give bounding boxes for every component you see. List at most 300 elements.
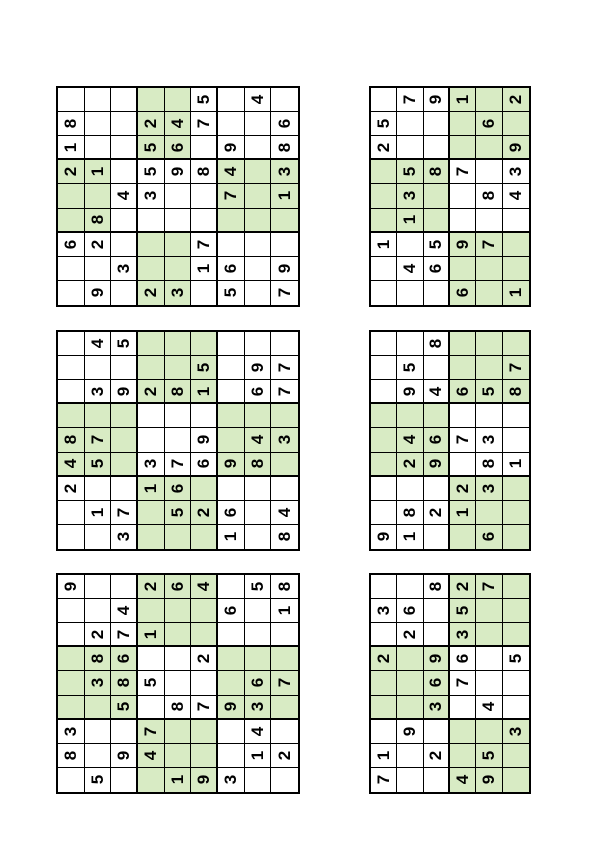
sudoku-cell[interactable] bbox=[397, 744, 423, 768]
sudoku-cell[interactable] bbox=[424, 281, 450, 305]
sudoku-cell[interactable] bbox=[138, 428, 165, 452]
sudoku-cell[interactable] bbox=[218, 696, 245, 720]
sudoku-cell[interactable] bbox=[191, 136, 218, 160]
sudoku-cell[interactable] bbox=[191, 160, 218, 184]
sudoku-cell[interactable] bbox=[85, 599, 112, 623]
sudoku-cell[interactable] bbox=[111, 428, 138, 452]
sudoku-cell[interactable] bbox=[58, 453, 85, 477]
sudoku-cell[interactable] bbox=[397, 671, 423, 695]
sudoku-cell[interactable] bbox=[218, 257, 245, 281]
sudoku-cell[interactable] bbox=[424, 332, 450, 356]
sudoku-cell[interactable] bbox=[476, 332, 502, 356]
sudoku-cell[interactable] bbox=[397, 768, 423, 792]
sudoku-cell[interactable] bbox=[111, 257, 138, 281]
sudoku-cell[interactable] bbox=[424, 453, 450, 477]
sudoku-cell[interactable] bbox=[424, 623, 450, 647]
sudoku-cell[interactable] bbox=[476, 356, 502, 380]
sudoku-cell[interactable] bbox=[165, 160, 192, 184]
sudoku-cell[interactable] bbox=[397, 428, 423, 452]
sudoku-cell[interactable] bbox=[450, 257, 476, 281]
sudoku-cell[interactable] bbox=[191, 112, 218, 136]
sudoku-cell[interactable] bbox=[371, 160, 397, 184]
sudoku-cell[interactable] bbox=[111, 332, 138, 356]
sudoku-cell[interactable] bbox=[58, 332, 85, 356]
sudoku-cell[interactable] bbox=[271, 404, 298, 428]
sudoku-cell[interactable] bbox=[450, 332, 476, 356]
sudoku-cell[interactable] bbox=[476, 453, 502, 477]
sudoku-cell[interactable] bbox=[450, 404, 476, 428]
sudoku-cell[interactable] bbox=[218, 501, 245, 525]
sudoku-cell[interactable] bbox=[85, 768, 112, 792]
sudoku-cell[interactable] bbox=[476, 696, 502, 720]
sudoku-cell[interactable] bbox=[218, 233, 245, 257]
sudoku-cell[interactable] bbox=[450, 647, 476, 671]
sudoku-cell[interactable] bbox=[271, 88, 298, 112]
sudoku-cell[interactable] bbox=[165, 525, 192, 549]
sudoku-cell[interactable] bbox=[191, 332, 218, 356]
sudoku-cell[interactable] bbox=[138, 404, 165, 428]
sudoku-cell[interactable] bbox=[245, 720, 272, 744]
sudoku-cell[interactable] bbox=[85, 233, 112, 257]
sudoku-cell[interactable] bbox=[138, 575, 165, 599]
sudoku-cell[interactable] bbox=[111, 477, 138, 501]
sudoku-cell[interactable] bbox=[138, 501, 165, 525]
sudoku-cell[interactable] bbox=[450, 112, 476, 136]
sudoku-cell[interactable] bbox=[503, 209, 529, 233]
sudoku-cell[interactable] bbox=[191, 209, 218, 233]
sudoku-cell[interactable] bbox=[85, 136, 112, 160]
sudoku-cell[interactable] bbox=[191, 744, 218, 768]
sudoku-cell[interactable] bbox=[165, 136, 192, 160]
sudoku-cell[interactable] bbox=[138, 332, 165, 356]
sudoku-cell[interactable] bbox=[476, 136, 502, 160]
sudoku-cell[interactable] bbox=[503, 136, 529, 160]
sudoku-cell[interactable] bbox=[138, 184, 165, 208]
sudoku-cell[interactable] bbox=[503, 184, 529, 208]
sudoku-cell[interactable] bbox=[503, 647, 529, 671]
sudoku-cell[interactable] bbox=[503, 281, 529, 305]
sudoku-cell[interactable] bbox=[111, 160, 138, 184]
sudoku-cell[interactable] bbox=[503, 575, 529, 599]
sudoku-cell[interactable] bbox=[165, 428, 192, 452]
sudoku-cell[interactable] bbox=[111, 281, 138, 305]
sudoku-cell[interactable] bbox=[450, 501, 476, 525]
sudoku-cell[interactable] bbox=[476, 599, 502, 623]
sudoku-cell[interactable] bbox=[371, 404, 397, 428]
sudoku-cell[interactable] bbox=[245, 477, 272, 501]
sudoku-cell[interactable] bbox=[271, 501, 298, 525]
sudoku-cell[interactable] bbox=[111, 209, 138, 233]
sudoku-cell[interactable] bbox=[218, 184, 245, 208]
sudoku-cell[interactable] bbox=[503, 525, 529, 549]
sudoku-cell[interactable] bbox=[503, 332, 529, 356]
sudoku-cell[interactable] bbox=[503, 257, 529, 281]
sudoku-cell[interactable] bbox=[424, 720, 450, 744]
sudoku-cell[interactable] bbox=[371, 136, 397, 160]
sudoku-cell[interactable] bbox=[138, 453, 165, 477]
sudoku-cell[interactable] bbox=[245, 404, 272, 428]
sudoku-cell[interactable] bbox=[397, 136, 423, 160]
sudoku-cell[interactable] bbox=[397, 257, 423, 281]
sudoku-cell[interactable] bbox=[245, 501, 272, 525]
sudoku-cell[interactable] bbox=[85, 332, 112, 356]
sudoku-cell[interactable] bbox=[371, 501, 397, 525]
sudoku-cell[interactable] bbox=[245, 575, 272, 599]
sudoku-cell[interactable] bbox=[111, 647, 138, 671]
sudoku-cell[interactable] bbox=[424, 768, 450, 792]
sudoku-cell[interactable] bbox=[424, 671, 450, 695]
sudoku-cell[interactable] bbox=[191, 281, 218, 305]
sudoku-cell[interactable] bbox=[503, 477, 529, 501]
sudoku-cell[interactable] bbox=[165, 281, 192, 305]
sudoku-cell[interactable] bbox=[271, 356, 298, 380]
sudoku-cell[interactable] bbox=[397, 112, 423, 136]
sudoku-cell[interactable] bbox=[111, 575, 138, 599]
sudoku-cell[interactable] bbox=[503, 744, 529, 768]
sudoku-cell[interactable] bbox=[424, 184, 450, 208]
sudoku-cell[interactable] bbox=[476, 768, 502, 792]
sudoku-cell[interactable] bbox=[271, 233, 298, 257]
sudoku-cell[interactable] bbox=[371, 209, 397, 233]
sudoku-cell[interactable] bbox=[371, 696, 397, 720]
sudoku-cell[interactable] bbox=[371, 233, 397, 257]
sudoku-cell[interactable] bbox=[138, 477, 165, 501]
sudoku-cell[interactable] bbox=[111, 696, 138, 720]
sudoku-cell[interactable] bbox=[111, 184, 138, 208]
sudoku-cell[interactable] bbox=[371, 332, 397, 356]
sudoku-cell[interactable] bbox=[424, 599, 450, 623]
sudoku-cell[interactable] bbox=[476, 671, 502, 695]
sudoku-cell[interactable] bbox=[503, 453, 529, 477]
sudoku-cell[interactable] bbox=[85, 477, 112, 501]
sudoku-cell[interactable] bbox=[397, 623, 423, 647]
sudoku-cell[interactable] bbox=[271, 744, 298, 768]
sudoku-cell[interactable] bbox=[424, 477, 450, 501]
sudoku-cell[interactable] bbox=[58, 257, 85, 281]
sudoku-cell[interactable] bbox=[245, 768, 272, 792]
sudoku-cell[interactable] bbox=[450, 356, 476, 380]
sudoku-cell[interactable] bbox=[191, 647, 218, 671]
sudoku-cell[interactable] bbox=[85, 525, 112, 549]
sudoku-cell[interactable] bbox=[503, 768, 529, 792]
sudoku-cell[interactable] bbox=[371, 88, 397, 112]
sudoku-cell[interactable] bbox=[111, 768, 138, 792]
sudoku-cell[interactable] bbox=[476, 88, 502, 112]
sudoku-cell[interactable] bbox=[503, 112, 529, 136]
sudoku-cell[interactable] bbox=[424, 647, 450, 671]
sudoku-cell[interactable] bbox=[111, 525, 138, 549]
sudoku-cell[interactable] bbox=[503, 404, 529, 428]
sudoku-cell[interactable] bbox=[476, 112, 502, 136]
sudoku-cell[interactable] bbox=[245, 671, 272, 695]
sudoku-cell[interactable] bbox=[218, 428, 245, 452]
sudoku-cell[interactable] bbox=[371, 744, 397, 768]
sudoku-cell[interactable] bbox=[58, 671, 85, 695]
sudoku-cell[interactable] bbox=[111, 671, 138, 695]
sudoku-cell[interactable] bbox=[271, 453, 298, 477]
sudoku-cell[interactable] bbox=[165, 184, 192, 208]
sudoku-cell[interactable] bbox=[397, 332, 423, 356]
sudoku-cell[interactable] bbox=[271, 575, 298, 599]
sudoku-cell[interactable] bbox=[165, 332, 192, 356]
sudoku-cell[interactable] bbox=[450, 525, 476, 549]
sudoku-cell[interactable] bbox=[218, 575, 245, 599]
sudoku-cell[interactable] bbox=[397, 233, 423, 257]
sudoku-cell[interactable] bbox=[371, 453, 397, 477]
sudoku-cell[interactable] bbox=[503, 599, 529, 623]
sudoku-cell[interactable] bbox=[503, 720, 529, 744]
sudoku-cell[interactable] bbox=[218, 599, 245, 623]
sudoku-cell[interactable] bbox=[424, 257, 450, 281]
sudoku-cell[interactable] bbox=[111, 112, 138, 136]
sudoku-cell[interactable] bbox=[476, 501, 502, 525]
sudoku-cell[interactable] bbox=[85, 281, 112, 305]
sudoku-cell[interactable] bbox=[58, 575, 85, 599]
sudoku-cell[interactable] bbox=[218, 209, 245, 233]
sudoku-cell[interactable] bbox=[424, 744, 450, 768]
sudoku-cell[interactable] bbox=[218, 453, 245, 477]
sudoku-cell[interactable] bbox=[165, 380, 192, 404]
sudoku-cell[interactable] bbox=[424, 160, 450, 184]
sudoku-cell[interactable] bbox=[245, 696, 272, 720]
sudoku-cell[interactable] bbox=[503, 88, 529, 112]
sudoku-cell[interactable] bbox=[397, 501, 423, 525]
sudoku-cell[interactable] bbox=[85, 696, 112, 720]
sudoku-cell[interactable] bbox=[371, 356, 397, 380]
sudoku-cell[interactable] bbox=[138, 136, 165, 160]
sudoku-cell[interactable] bbox=[476, 744, 502, 768]
sudoku-cell[interactable] bbox=[138, 356, 165, 380]
sudoku-cell[interactable] bbox=[218, 380, 245, 404]
sudoku-cell[interactable] bbox=[245, 525, 272, 549]
sudoku-cell[interactable] bbox=[85, 428, 112, 452]
sudoku-cell[interactable] bbox=[85, 380, 112, 404]
sudoku-cell[interactable] bbox=[424, 233, 450, 257]
sudoku-cell[interactable] bbox=[450, 136, 476, 160]
sudoku-cell[interactable] bbox=[371, 575, 397, 599]
sudoku-cell[interactable] bbox=[271, 380, 298, 404]
sudoku-cell[interactable] bbox=[85, 623, 112, 647]
sudoku-cell[interactable] bbox=[450, 623, 476, 647]
sudoku-cell[interactable] bbox=[138, 257, 165, 281]
sudoku-cell[interactable] bbox=[245, 623, 272, 647]
sudoku-cell[interactable] bbox=[218, 88, 245, 112]
sudoku-cell[interactable] bbox=[58, 599, 85, 623]
sudoku-cell[interactable] bbox=[165, 768, 192, 792]
sudoku-cell[interactable] bbox=[85, 720, 112, 744]
sudoku-cell[interactable] bbox=[245, 356, 272, 380]
sudoku-cell[interactable] bbox=[218, 404, 245, 428]
sudoku-cell[interactable] bbox=[245, 184, 272, 208]
sudoku-cell[interactable] bbox=[138, 599, 165, 623]
sudoku-cell[interactable] bbox=[165, 744, 192, 768]
sudoku-cell[interactable] bbox=[271, 720, 298, 744]
sudoku-cell[interactable] bbox=[476, 281, 502, 305]
sudoku-cell[interactable] bbox=[85, 356, 112, 380]
sudoku-cell[interactable] bbox=[503, 233, 529, 257]
sudoku-cell[interactable] bbox=[138, 233, 165, 257]
sudoku-cell[interactable] bbox=[165, 356, 192, 380]
sudoku-cell[interactable] bbox=[371, 647, 397, 671]
sudoku-cell[interactable] bbox=[424, 209, 450, 233]
sudoku-cell[interactable] bbox=[503, 428, 529, 452]
sudoku-cell[interactable] bbox=[424, 525, 450, 549]
sudoku-cell[interactable] bbox=[58, 720, 85, 744]
sudoku-cell[interactable] bbox=[111, 136, 138, 160]
sudoku-cell[interactable] bbox=[371, 720, 397, 744]
sudoku-cell[interactable] bbox=[450, 575, 476, 599]
sudoku-cell[interactable] bbox=[111, 380, 138, 404]
sudoku-cell[interactable] bbox=[58, 501, 85, 525]
sudoku-cell[interactable] bbox=[138, 623, 165, 647]
sudoku-cell[interactable] bbox=[58, 281, 85, 305]
sudoku-cell[interactable] bbox=[371, 428, 397, 452]
sudoku-cell[interactable] bbox=[191, 356, 218, 380]
sudoku-cell[interactable] bbox=[191, 501, 218, 525]
sudoku-cell[interactable] bbox=[397, 720, 423, 744]
sudoku-cell[interactable] bbox=[138, 647, 165, 671]
sudoku-cell[interactable] bbox=[111, 501, 138, 525]
sudoku-cell[interactable] bbox=[450, 696, 476, 720]
sudoku-cell[interactable] bbox=[424, 88, 450, 112]
sudoku-cell[interactable] bbox=[503, 623, 529, 647]
sudoku-cell[interactable] bbox=[191, 453, 218, 477]
sudoku-cell[interactable] bbox=[191, 525, 218, 549]
sudoku-cell[interactable] bbox=[245, 744, 272, 768]
sudoku-cell[interactable] bbox=[245, 332, 272, 356]
sudoku-cell[interactable] bbox=[85, 501, 112, 525]
sudoku-cell[interactable] bbox=[450, 477, 476, 501]
sudoku-cell[interactable] bbox=[397, 599, 423, 623]
sudoku-cell[interactable] bbox=[450, 768, 476, 792]
sudoku-cell[interactable] bbox=[58, 744, 85, 768]
sudoku-cell[interactable] bbox=[371, 599, 397, 623]
sudoku-cell[interactable] bbox=[397, 209, 423, 233]
sudoku-cell[interactable] bbox=[424, 356, 450, 380]
sudoku-cell[interactable] bbox=[165, 88, 192, 112]
sudoku-cell[interactable] bbox=[245, 209, 272, 233]
sudoku-cell[interactable] bbox=[138, 744, 165, 768]
sudoku-cell[interactable] bbox=[424, 428, 450, 452]
sudoku-cell[interactable] bbox=[450, 599, 476, 623]
sudoku-cell[interactable] bbox=[450, 209, 476, 233]
sudoku-cell[interactable] bbox=[271, 477, 298, 501]
sudoku-cell[interactable] bbox=[111, 233, 138, 257]
sudoku-cell[interactable] bbox=[271, 112, 298, 136]
sudoku-cell[interactable] bbox=[138, 671, 165, 695]
sudoku-cell[interactable] bbox=[85, 257, 112, 281]
sudoku-cell[interactable] bbox=[503, 671, 529, 695]
sudoku-cell[interactable] bbox=[476, 477, 502, 501]
sudoku-cell[interactable] bbox=[138, 112, 165, 136]
sudoku-cell[interactable] bbox=[165, 647, 192, 671]
sudoku-cell[interactable] bbox=[371, 281, 397, 305]
sudoku-cell[interactable] bbox=[218, 525, 245, 549]
sudoku-cell[interactable] bbox=[397, 356, 423, 380]
sudoku-cell[interactable] bbox=[85, 671, 112, 695]
sudoku-cell[interactable] bbox=[397, 696, 423, 720]
sudoku-cell[interactable] bbox=[476, 233, 502, 257]
sudoku-cell[interactable] bbox=[450, 428, 476, 452]
sudoku-cell[interactable] bbox=[111, 453, 138, 477]
sudoku-cell[interactable] bbox=[58, 768, 85, 792]
sudoku-cell[interactable] bbox=[397, 647, 423, 671]
sudoku-cell[interactable] bbox=[397, 477, 423, 501]
sudoku-cell[interactable] bbox=[58, 404, 85, 428]
sudoku-cell[interactable] bbox=[271, 160, 298, 184]
sudoku-cell[interactable] bbox=[397, 404, 423, 428]
sudoku-cell[interactable] bbox=[191, 428, 218, 452]
sudoku-cell[interactable] bbox=[245, 233, 272, 257]
sudoku-cell[interactable] bbox=[165, 575, 192, 599]
sudoku-cell[interactable] bbox=[450, 380, 476, 404]
sudoku-cell[interactable] bbox=[371, 257, 397, 281]
sudoku-cell[interactable] bbox=[371, 671, 397, 695]
sudoku-cell[interactable] bbox=[191, 88, 218, 112]
sudoku-cell[interactable] bbox=[245, 136, 272, 160]
sudoku-cell[interactable] bbox=[85, 184, 112, 208]
sudoku-cell[interactable] bbox=[191, 404, 218, 428]
sudoku-cell[interactable] bbox=[85, 453, 112, 477]
sudoku-cell[interactable] bbox=[450, 160, 476, 184]
sudoku-cell[interactable] bbox=[111, 404, 138, 428]
sudoku-cell[interactable] bbox=[218, 647, 245, 671]
sudoku-cell[interactable] bbox=[111, 744, 138, 768]
sudoku-cell[interactable] bbox=[371, 525, 397, 549]
sudoku-cell[interactable] bbox=[476, 575, 502, 599]
sudoku-cell[interactable] bbox=[245, 88, 272, 112]
sudoku-cell[interactable] bbox=[371, 768, 397, 792]
sudoku-cell[interactable] bbox=[58, 647, 85, 671]
sudoku-cell[interactable] bbox=[111, 623, 138, 647]
sudoku-cell[interactable] bbox=[218, 332, 245, 356]
sudoku-cell[interactable] bbox=[165, 623, 192, 647]
sudoku-cell[interactable] bbox=[397, 160, 423, 184]
sudoku-cell[interactable] bbox=[138, 209, 165, 233]
sudoku-cell[interactable] bbox=[58, 696, 85, 720]
sudoku-cell[interactable] bbox=[245, 380, 272, 404]
sudoku-cell[interactable] bbox=[245, 281, 272, 305]
sudoku-cell[interactable] bbox=[450, 281, 476, 305]
sudoku-cell[interactable] bbox=[397, 575, 423, 599]
sudoku-cell[interactable] bbox=[271, 671, 298, 695]
sudoku-cell[interactable] bbox=[397, 525, 423, 549]
sudoku-cell[interactable] bbox=[191, 599, 218, 623]
sudoku-cell[interactable] bbox=[371, 623, 397, 647]
sudoku-cell[interactable] bbox=[165, 209, 192, 233]
sudoku-cell[interactable] bbox=[218, 356, 245, 380]
sudoku-cell[interactable] bbox=[165, 671, 192, 695]
sudoku-cell[interactable] bbox=[165, 501, 192, 525]
sudoku-cell[interactable] bbox=[424, 380, 450, 404]
sudoku-cell[interactable] bbox=[271, 428, 298, 452]
sudoku-cell[interactable] bbox=[503, 160, 529, 184]
sudoku-cell[interactable] bbox=[271, 281, 298, 305]
sudoku-cell[interactable] bbox=[85, 160, 112, 184]
sudoku-cell[interactable] bbox=[111, 720, 138, 744]
sudoku-cell[interactable] bbox=[218, 160, 245, 184]
sudoku-cell[interactable] bbox=[58, 209, 85, 233]
sudoku-cell[interactable] bbox=[58, 112, 85, 136]
sudoku-cell[interactable] bbox=[476, 184, 502, 208]
sudoku-cell[interactable] bbox=[165, 453, 192, 477]
sudoku-cell[interactable] bbox=[271, 136, 298, 160]
sudoku-cell[interactable] bbox=[191, 671, 218, 695]
sudoku-cell[interactable] bbox=[450, 744, 476, 768]
sudoku-cell[interactable] bbox=[191, 477, 218, 501]
sudoku-cell[interactable] bbox=[450, 671, 476, 695]
sudoku-cell[interactable] bbox=[218, 671, 245, 695]
